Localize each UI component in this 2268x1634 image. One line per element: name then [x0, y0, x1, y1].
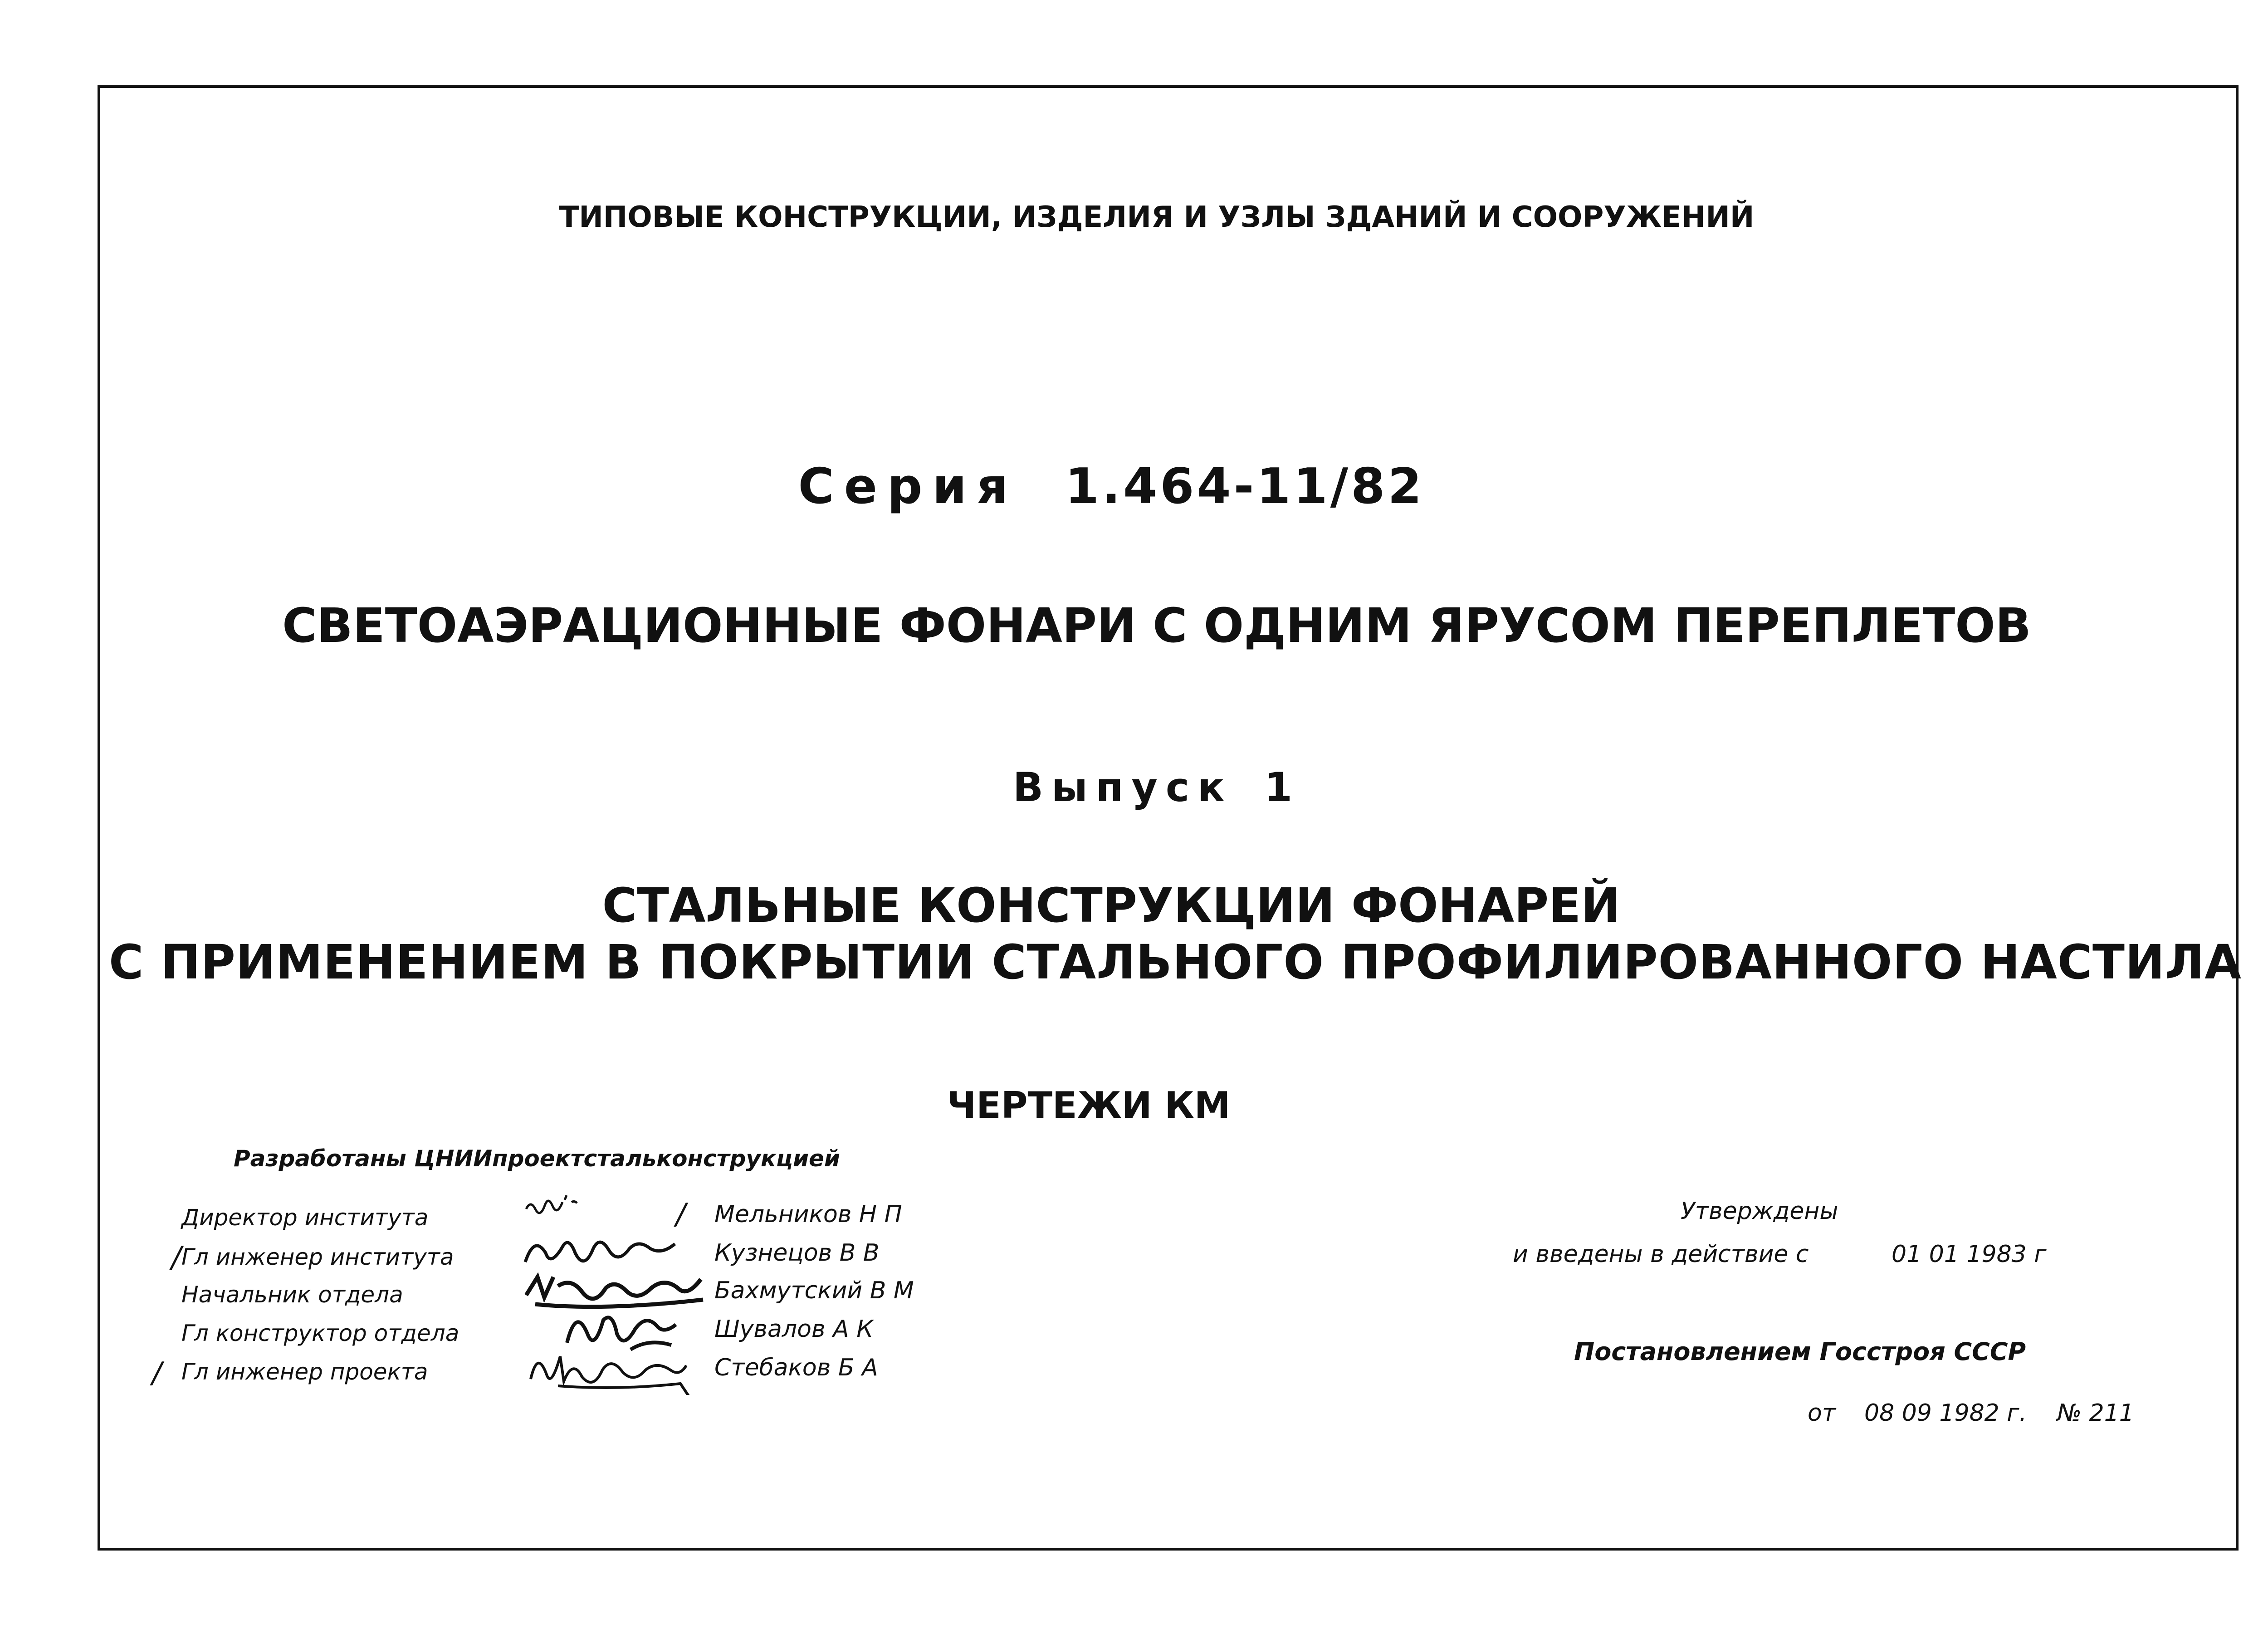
- decree-date: 08 09 1982 г.: [1864, 1399, 2027, 1427]
- signatory-name-3: Бахмутский В М: [714, 1277, 914, 1304]
- check-mark: /: [676, 1198, 686, 1231]
- signatory-role-3: Начальник отдела: [181, 1282, 403, 1308]
- signatory-name-1: Мельников Н П: [714, 1201, 902, 1228]
- decree-text: Постановлением Госстроя СССР: [1574, 1337, 2026, 1366]
- signature-2: [522, 1230, 685, 1271]
- decree-number: № 211: [2057, 1399, 2134, 1427]
- approval-date: 01 01 1983 г: [1892, 1241, 2047, 1268]
- signature-5: [526, 1345, 699, 1395]
- approval-line-2: и введены в действие с: [1513, 1241, 1809, 1268]
- signatory-role-1: Директор института: [181, 1204, 429, 1231]
- decree-from: от: [1808, 1399, 1836, 1427]
- drawings-label: ЧЕРТЕЖИ КМ: [947, 1084, 1231, 1126]
- check-mark: /: [152, 1356, 162, 1390]
- series-line: [680, 458, 1542, 515]
- signatory-role-2: Гл инженер института: [181, 1244, 454, 1270]
- check-mark: /: [171, 1241, 181, 1274]
- signatory-name-5: Стебаков Б А: [714, 1354, 878, 1381]
- series-number: 1.464-11/82: [1065, 458, 1425, 515]
- issue-line: [771, 764, 1542, 811]
- signatory-role-4: Гл конструктор отдела: [181, 1320, 459, 1346]
- document-title: СВЕТОАЭРАЦИОННЫЕ ФОНАРИ С ОДНИМ ЯРУСОМ ПЕРЕПЛЕТОВ: [282, 598, 2031, 653]
- developer-note: Разработаны ЦНИИпроектстальконструкцией: [234, 1145, 840, 1172]
- signatory-role-5: Гл инженер проекта: [181, 1359, 428, 1385]
- issue-label: Выпуск: [1013, 764, 1233, 811]
- catalog-header: ТИПОВЫЕ КОНСТРУКЦИИ, ИЗДЕЛИЯ И УЗЛЫ ЗДАНИЙ И СООРУЖЕНИЙ: [559, 201, 1755, 234]
- signatory-name-4: Шувалов А К: [714, 1316, 874, 1343]
- subtitle-line-1: СТАЛЬНЫЕ КОНСТРУКЦИИ ФОНАРЕЙ: [602, 878, 1621, 933]
- approval-line-1: Утверждены: [1681, 1198, 1838, 1225]
- signature-1: [522, 1189, 585, 1225]
- signatory-name-2: Кузнецов В В: [714, 1239, 880, 1267]
- issue-number: 1: [1264, 764, 1300, 811]
- subtitle-line-2: С ПРИМЕНЕНИЕМ В ПОКРЫТИИ СТАЛЬНОГО ПРОФИЛИРОВАННОГО НАСТИЛА: [109, 934, 2242, 990]
- series-label: Серия: [798, 458, 1018, 515]
